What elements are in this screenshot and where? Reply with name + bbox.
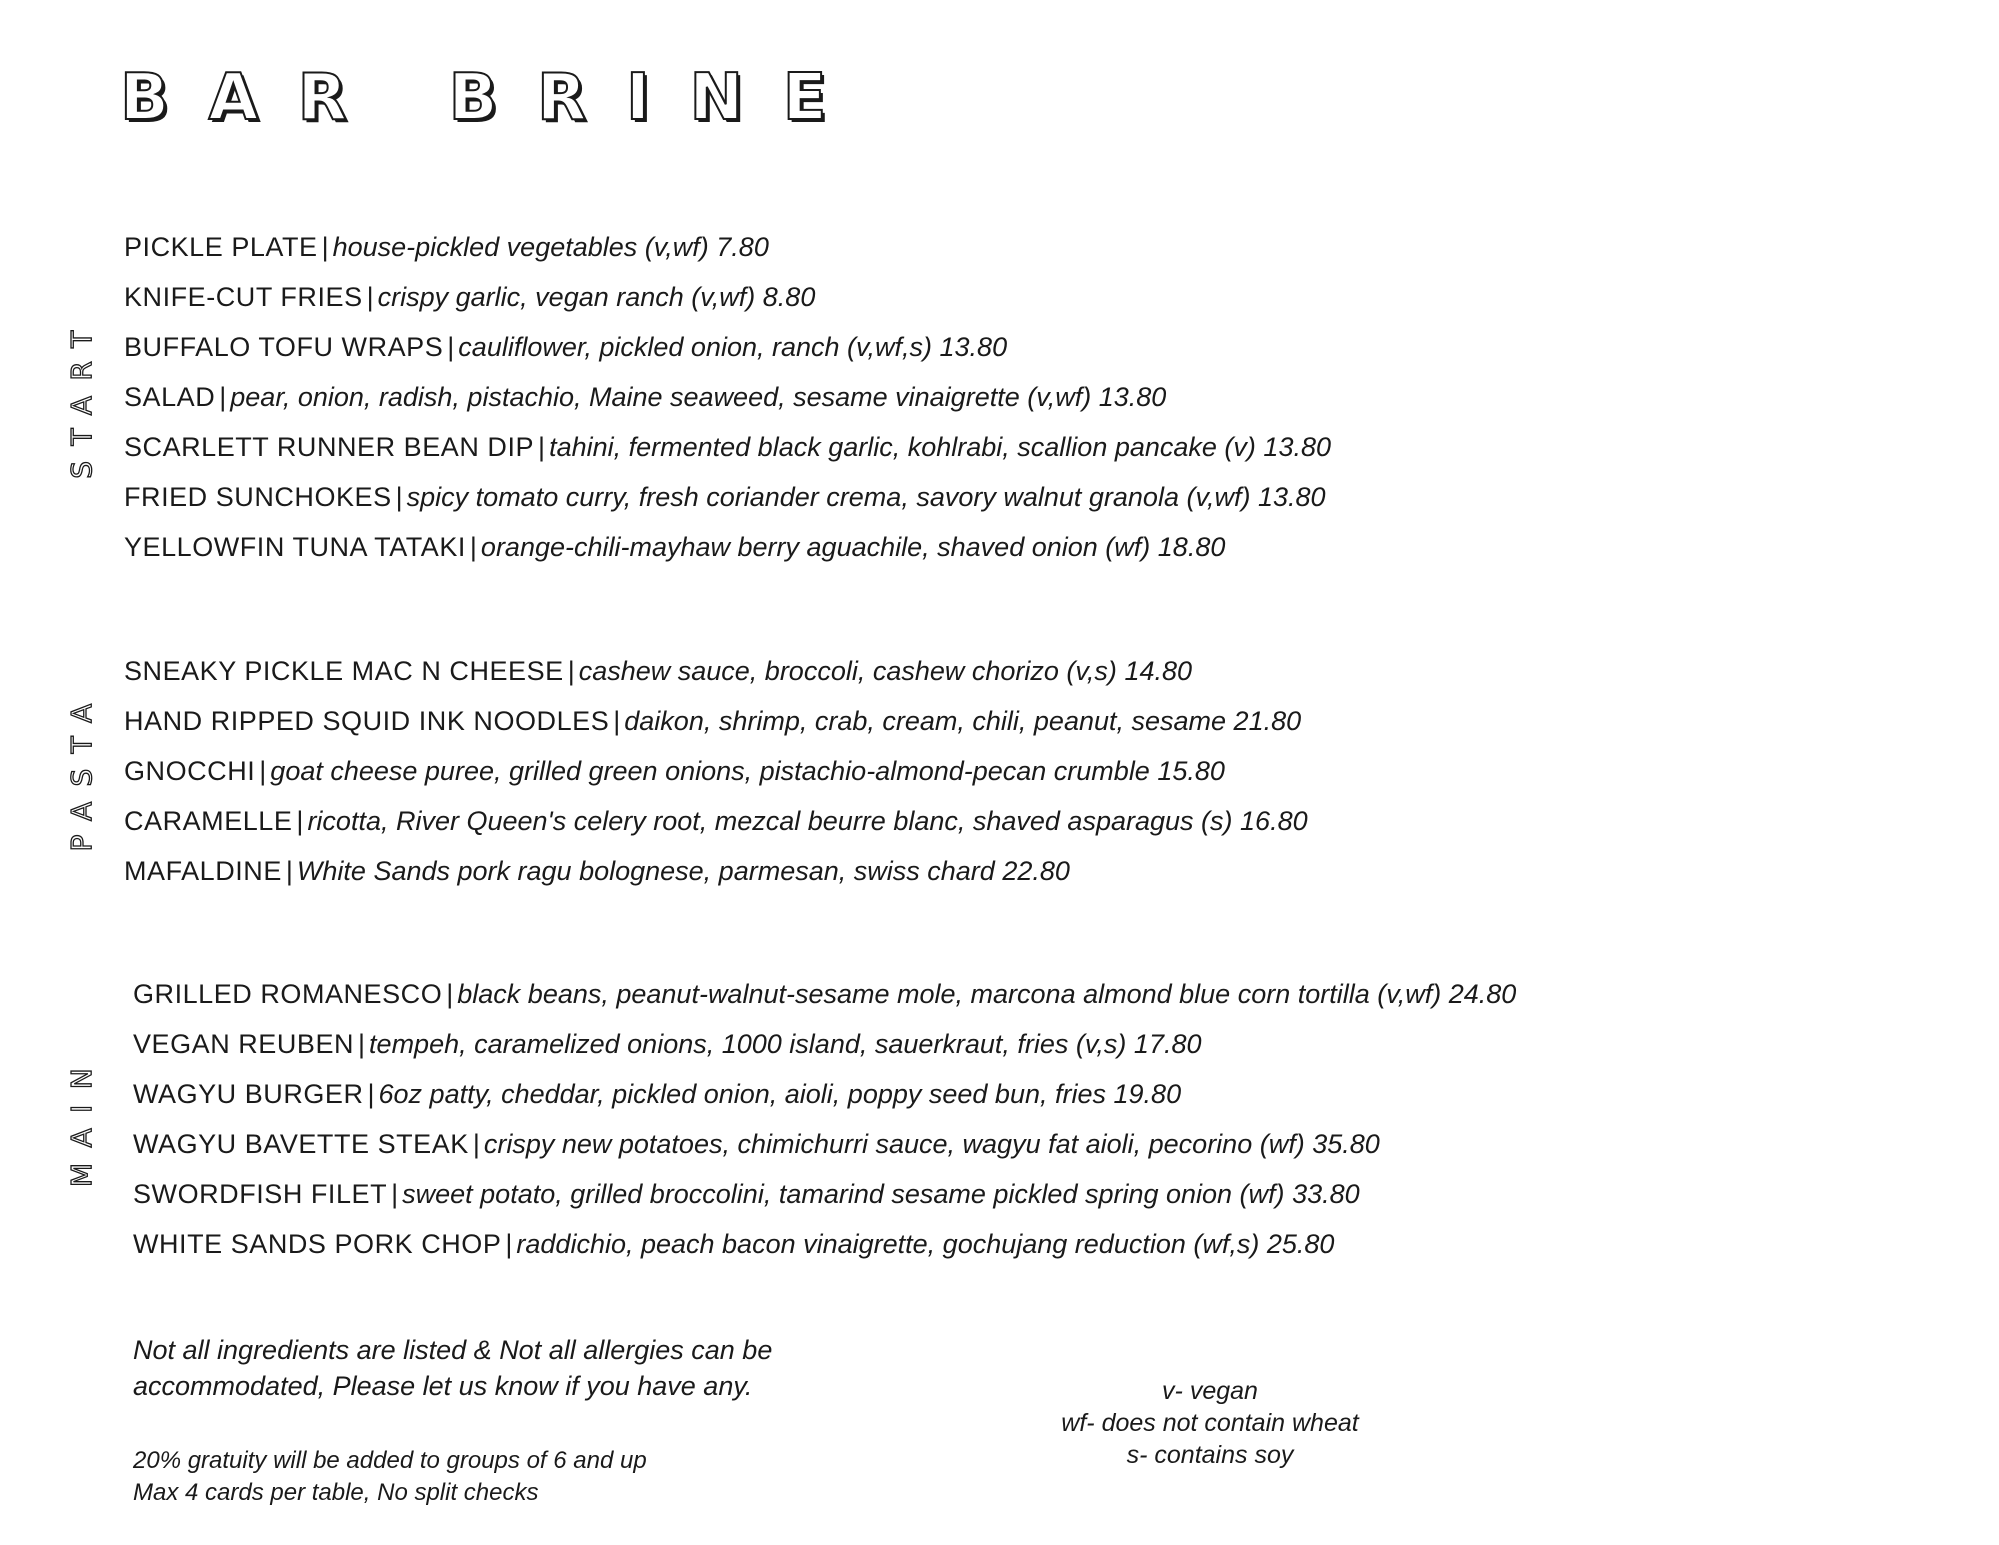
dish-price: 13.80	[1098, 382, 1167, 412]
dish-price: 17.80	[1133, 1029, 1202, 1059]
dish-price: 19.80	[1113, 1079, 1182, 1109]
menu-item: WAGYU BAVETTE STEAK | crispy new potatoes, chimichurri sauce, wagyu fat aioli, pecorino (wf) 35.80	[133, 1129, 1380, 1159]
dish-description: orange-chili-mayhaw berry aguachile, shaved onion (wf)	[480, 532, 1151, 562]
dish-description: spicy tomato curry, fresh coriander crema, savory walnut granola (v,wf)	[406, 482, 1251, 512]
dish-name: KNIFE-CUT FRIES	[124, 282, 363, 312]
menu-item: PICKLE PLATE | house-pickled vegetables (v,wf) 7.80	[124, 232, 769, 262]
dish-price: 16.80	[1240, 806, 1308, 836]
dish-name: SWORDFISH FILET	[133, 1179, 388, 1209]
dish-price: 35.80	[1312, 1129, 1380, 1159]
menu-item: WHITE SANDS PORK CHOP | raddichio, peach bacon vinaigrette, gochujang reduction (wf,s) 25.80	[133, 1229, 1335, 1259]
dish-description: crispy garlic, vegan ranch (v,wf)	[377, 282, 756, 312]
dish-name: SCARLETT RUNNER BEAN DIP	[124, 432, 535, 462]
dish-name: WHITE SANDS PORK CHOP	[133, 1229, 502, 1259]
menu-item: KNIFE-CUT FRIES | crispy garlic, vegan ranch (v,wf) 8.80	[124, 282, 816, 312]
dish-name: BUFFALO TOFU WRAPS	[124, 332, 444, 362]
dish-description: White Sands pork ragu bolognese, parmesan, swiss chard	[296, 856, 995, 886]
dish-name: WAGYU BAVETTE STEAK	[133, 1129, 469, 1159]
allergy-note: Not all ingredients are listed & Not all allergies can be accommodated, Please let us know if you have any.	[133, 1335, 773, 1401]
menu-item: VEGAN REUBEN | tempeh, caramelized onions, 1000 island, sauerkraut, fries (v,s) 17.80	[133, 1029, 1202, 1059]
menu-item: GNOCCHI | goat cheese puree, grilled green onions, pistachio-almond-pecan crumble 15.80	[124, 756, 1225, 786]
menu-item: CARAMELLE | ricotta, River Queen's celery root, mezcal beurre blanc, shaved asparagus (s) 16.80	[124, 806, 1308, 836]
dish-price: 8.80	[762, 282, 816, 312]
dish-name: GNOCCHI	[124, 756, 256, 786]
dish-price: 22.80	[1002, 856, 1070, 886]
dish-description: house-pickled vegetables (v,wf)	[332, 232, 709, 262]
dish-name: FRIED SUNCHOKES	[124, 482, 392, 512]
dish-price: 33.80	[1292, 1179, 1360, 1209]
main-menu-list	[133, 969, 1516, 1269]
dish-name: MAFALDINE	[124, 856, 282, 886]
menu-item: YELLOWFIN TUNA TATAKI | orange-chili-mayhaw berry aguachile, shaved onion (wf) 18.80	[124, 532, 1226, 562]
dish-name: CARAMELLE	[124, 806, 293, 836]
menu-item: SWORDFISH FILET | sweet potato, grilled broccolini, tamarind sesame pickled spring onion (wf) 33.80	[133, 1179, 1360, 1209]
dish-description: 6oz patty, cheddar, pickled onion, aioli, poppy seed bun, fries	[378, 1079, 1106, 1109]
start-menu-list	[124, 222, 1331, 572]
dish-description: black beans, peanut-walnut-sesame mole, marcona almond blue corn tortilla (v,wf)	[457, 979, 1442, 1009]
legend-wheat: wf- does not contain wheat	[1061, 1409, 1359, 1437]
legend-vegan: v- vegan	[1162, 1377, 1258, 1405]
dish-name: SALAD	[124, 382, 216, 412]
dish-price: 7.80	[716, 232, 769, 262]
dish-price: 25.80	[1266, 1229, 1335, 1259]
menu-item: MAFALDINE | White Sands pork ragu bolognese, parmesan, swiss chard 22.80	[124, 856, 1070, 886]
dish-price: 14.80	[1124, 656, 1193, 686]
dish-description: cauliflower, pickled onion, ranch (v,wf,s)	[458, 332, 932, 362]
legend-soy: s- contains soy	[1126, 1441, 1294, 1469]
menu-item: GRILLED ROMANESCO | black beans, peanut-walnut-sesame mole, marcona almond blue corn tortilla (v,wf) 24.80	[133, 979, 1517, 1009]
dish-description: tahini, fermented black garlic, kohlrabi, scallion pancake (v)	[549, 432, 1256, 462]
menu-item: SALAD | pear, onion, radish, pistachio, Maine seaweed, sesame vinaigrette (v,wf) 13.80	[124, 382, 1167, 412]
dish-name: GRILLED ROMANESCO	[133, 979, 443, 1009]
dish-name: PICKLE PLATE	[124, 232, 318, 262]
dish-price: 13.80	[1257, 482, 1326, 512]
dish-price: 24.80	[1448, 979, 1517, 1009]
dish-name: WAGYU BURGER	[133, 1079, 364, 1109]
cards-note: Max 4 cards per table, No split checks	[133, 1479, 539, 1506]
dish-name: SNEAKY PICKLE MAC N CHEESE	[124, 656, 564, 686]
menu-item: HAND RIPPED SQUID INK NOODLES | daikon, shrimp, crab, cream, chili, peanut, sesame 21.80	[124, 706, 1302, 736]
dish-price: 21.80	[1233, 706, 1302, 736]
dish-price: 15.80	[1157, 756, 1225, 786]
menu-item: SNEAKY PICKLE MAC N CHEESE | cashew sauce, broccoli, cashew chorizo (v,s) 14.80	[124, 656, 1193, 686]
dish-name: HAND RIPPED SQUID INK NOODLES	[124, 706, 610, 736]
dish-description: ricotta, River Queen's celery root, mezcal beurre blanc, shaved asparagus (s)	[307, 806, 1233, 836]
dish-price: 18.80	[1157, 532, 1226, 562]
menu-item: SCARLETT RUNNER BEAN DIP | tahini, fermented black garlic, kohlrabi, scallion pancake (v) 13.80	[124, 432, 1331, 462]
dish-name: VEGAN REUBEN	[133, 1029, 355, 1059]
dish-description: cashew sauce, broccoli, cashew chorizo (v,s)	[578, 656, 1117, 686]
dish-price: 13.80	[1263, 432, 1331, 462]
menu-item: BUFFALO TOFU WRAPS | cauliflower, pickled onion, ranch (v,wf,s) 13.80	[124, 332, 1008, 362]
dish-description: daikon, shrimp, crab, cream, chili, peanut, sesame	[624, 706, 1227, 736]
dish-description: crispy new potatoes, chimichurri sauce, wagyu fat aioli, pecorino (wf)	[483, 1129, 1305, 1159]
restaurant-title: BAR BRINE	[120, 61, 867, 135]
dish-description: sweet potato, grilled broccolini, tamarind sesame pickled spring onion (wf)	[402, 1179, 1285, 1209]
menu-item: WAGYU BURGER | 6oz patty, cheddar, pickled onion, aioli, poppy seed bun, fries 19.80	[133, 1079, 1182, 1109]
dish-name: YELLOWFIN TUNA TATAKI	[124, 532, 466, 562]
section-label-start: START	[65, 315, 98, 479]
dish-description: raddichio, peach bacon vinaigrette, gochujang reduction (wf,s)	[516, 1229, 1260, 1259]
dietary-legend	[980, 1375, 1440, 1471]
dish-description: goat cheese puree, grilled green onions, pistachio-almond-pecan crumble	[270, 756, 1150, 786]
policy-note	[133, 1445, 647, 1509]
dish-description: pear, onion, radish, pistachio, Maine seaweed, sesame vinaigrette (v,wf)	[230, 382, 1092, 412]
dish-price: 13.80	[939, 332, 1008, 362]
section-label-pasta: PASTA	[65, 688, 98, 852]
menu-item: FRIED SUNCHOKES | spicy tomato curry, fresh coriander crema, savory walnut granola (v,wf) 13.80	[124, 482, 1326, 512]
section-label-main: MAIN	[65, 1052, 98, 1188]
dish-description: tempeh, caramelized onions, 1000 island, sauerkraut, fries (v,s)	[369, 1029, 1127, 1059]
gratuity-note: 20% gratuity will be added to groups of 6 and up	[133, 1447, 647, 1474]
pasta-menu-list	[124, 646, 1308, 896]
